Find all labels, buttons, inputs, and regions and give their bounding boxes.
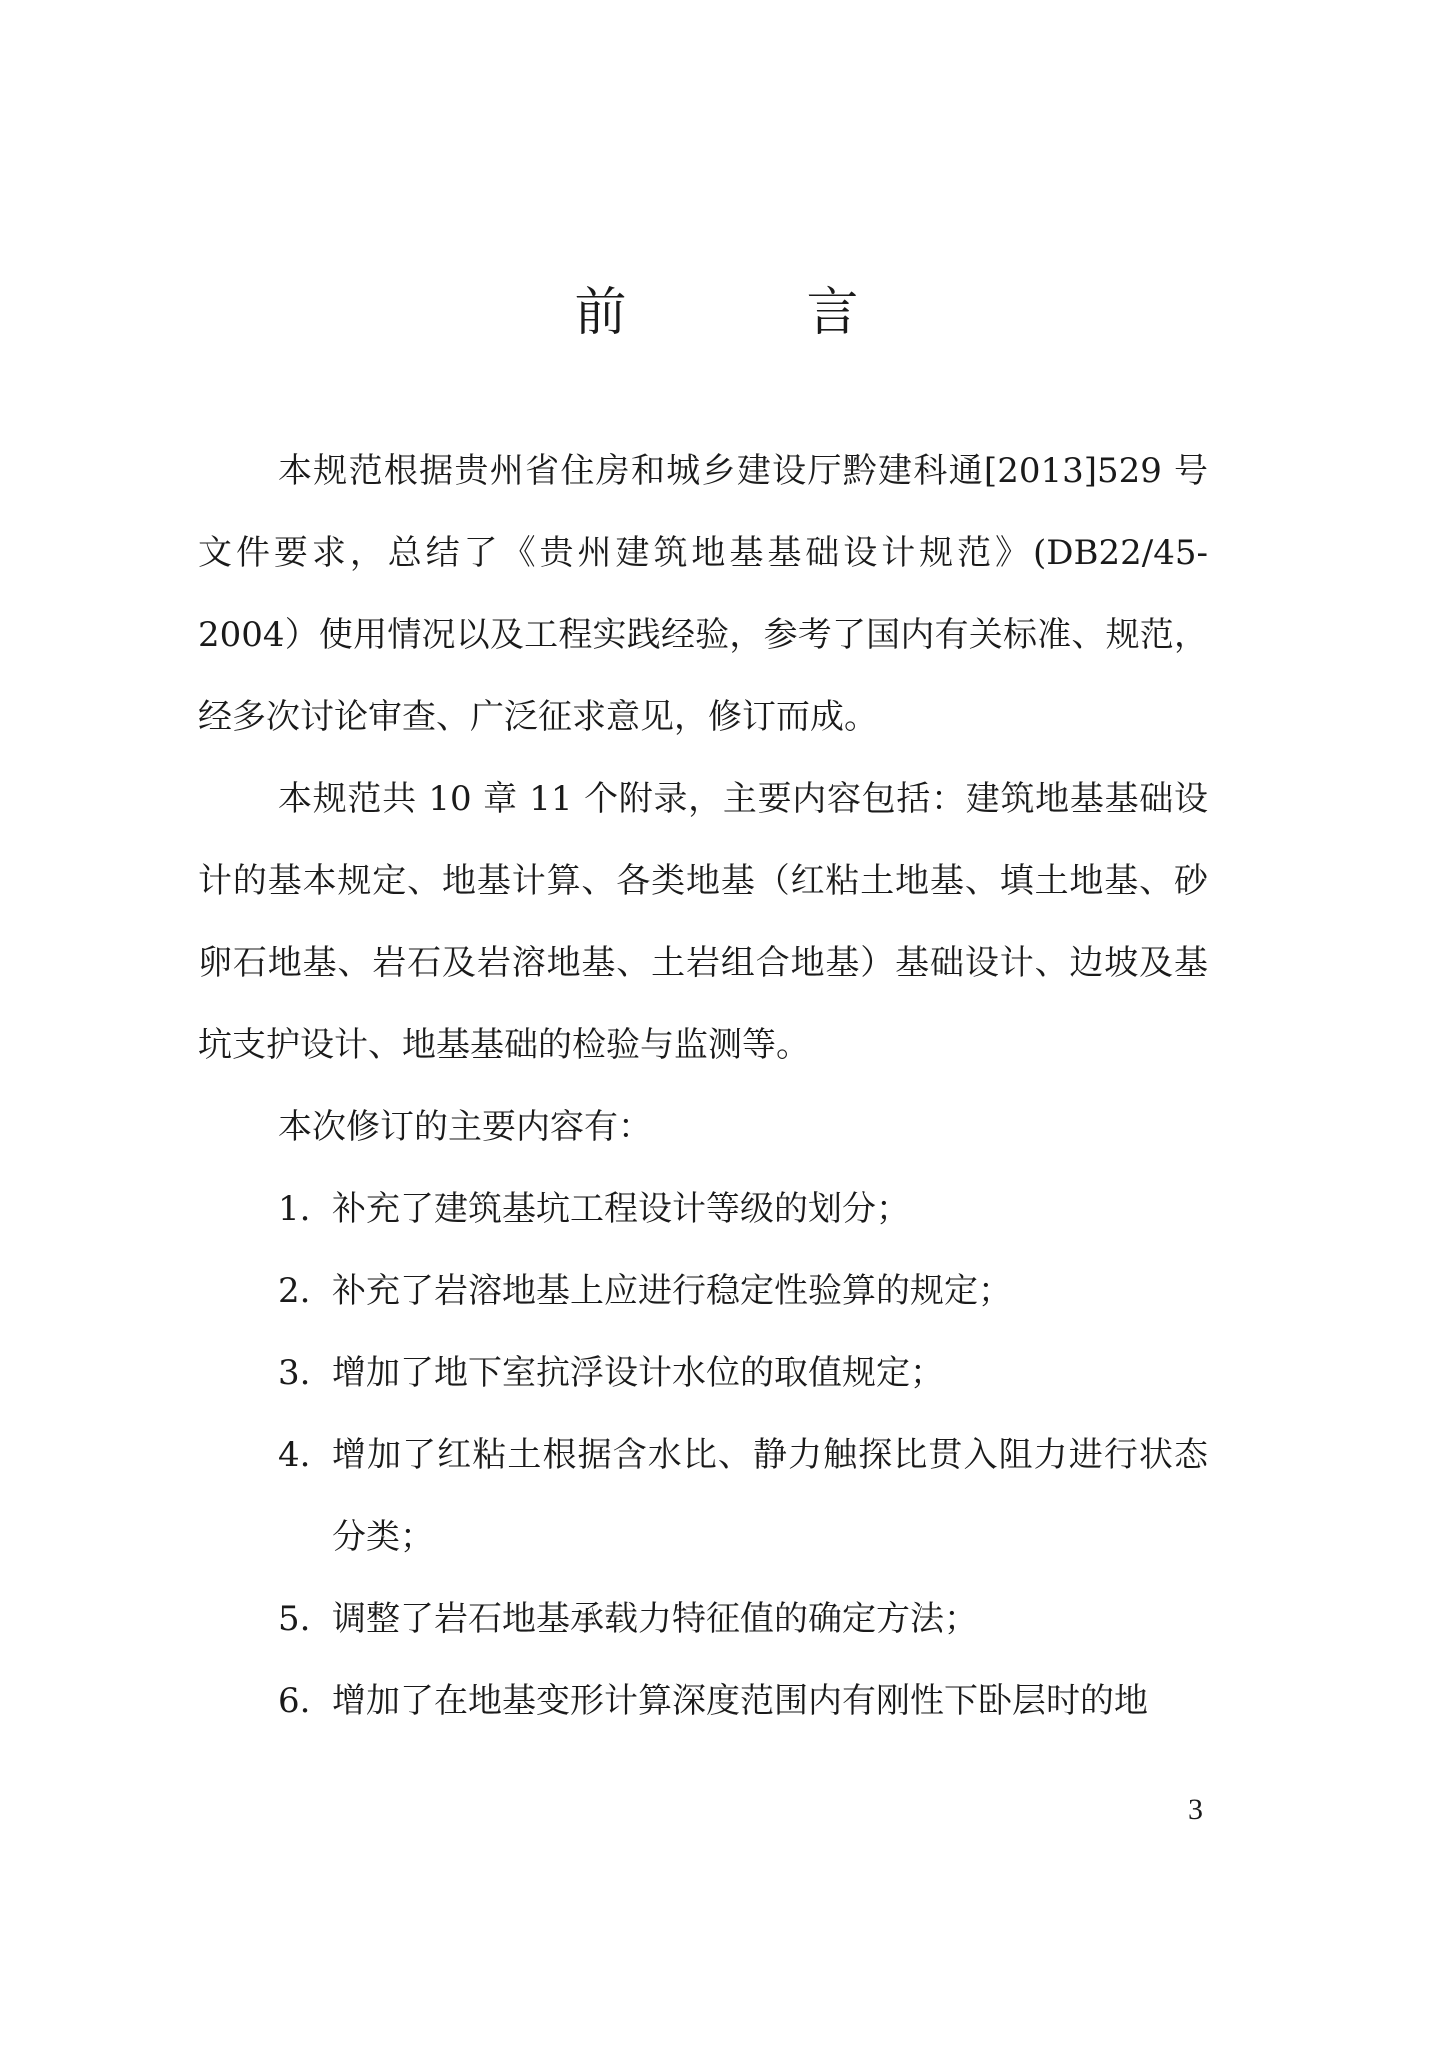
list-item [198, 1332, 1208, 1414]
document-body [198, 430, 1208, 1742]
revision-list [198, 1168, 1208, 1742]
paragraph-revision-intro: 本次修订的主要内容有： [278, 1107, 652, 1147]
list-item-number: 2. [278, 1271, 311, 1311]
list-item-text: 补充了建筑基坑工程设计等级的划分； [332, 1189, 910, 1229]
list-item-number: 4. [278, 1435, 311, 1475]
list-item-number: 5. [278, 1599, 311, 1639]
list-item-text: 增加了地下室抗浮设计水位的取值规定； [332, 1353, 944, 1393]
list-item-number: 1. [278, 1189, 311, 1229]
page-number: 3 [1188, 1793, 1203, 1826]
list-item-text: 增加了红粘土根据含水比、静力触探比贯入阻力进行状态分类； [332, 1435, 1208, 1557]
list-item-text: 增加了在地基变形计算深度范围内有刚性下卧层时的地 [332, 1681, 1148, 1721]
list-item-text: 补充了岩溶地基上应进行稳定性验算的规定； [332, 1271, 1012, 1311]
page-title: 前 言 [574, 283, 923, 343]
list-item [198, 1168, 1208, 1250]
list-item-text: 调整了岩石地基承载力特征值的确定方法； [332, 1599, 978, 1639]
list-item [198, 1660, 1208, 1742]
list-item [198, 1250, 1208, 1332]
paragraph-basis: 本规范根据贵州省住房和城乡建设厅黔建科通[2013]529 号文件要求，总结了《贵州建筑地基基础设计规范》(DB22/45-2004）使用情况以及工程实践经验，参考了国内有关标准、规范，经多次讨论审查、广泛征求意见，修订而成。 [198, 451, 1208, 737]
list-item-number: 3. [278, 1353, 311, 1393]
list-item [198, 1578, 1208, 1660]
paragraph-contents: 本规范共 10 章 11 个附录，主要内容包括：建筑地基基础设计的基本规定、地基计算、各类地基（红粘土地基、填土地基、砂卵石地基、岩石及岩溶地基、土岩组合地基）基础设计、边坡及基坑支护设计、地基基础的检验与监测等。 [198, 779, 1208, 1065]
list-item [198, 1414, 1208, 1578]
list-item-number: 6. [278, 1681, 311, 1721]
